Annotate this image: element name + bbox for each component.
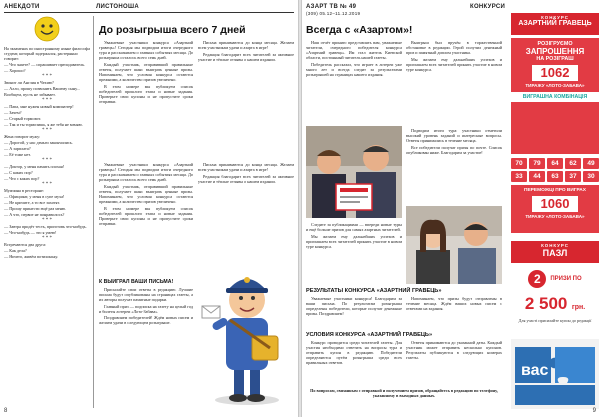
article-paragraph: В этом номере мы публикуем список победителей прошлого этапа и новые задания. Проверьте свои купоны и не пропустите сроки отправки. <box>99 83 193 104</box>
joke-line: — А зарплата? <box>4 146 31 151</box>
joke-line: Звонит ли Англия в Чехию? <box>4 80 54 85</box>
joke-separator: * * * <box>42 218 52 223</box>
article-paragraph: Главный приз — подписка на газету на целый год и билеты лотереи «Лото-Забава». <box>99 303 193 314</box>
winning-number: 62 <box>565 158 581 169</box>
puzzle-graphic <box>511 339 599 409</box>
redraw-label: РОЗІГРУЄМО <box>537 41 573 47</box>
article-paragraph: Наш отчёт принято представлять вам, уважаемые читатели, очередного победителя конкурса «Азартний гравець». Им стал житель Киевской области, постоянный читатель нашей газеты. <box>306 40 402 61</box>
article-paragraph: Присылайте свои ответы в редакцию. Лучшие письма будут опубликованы на страницах газеты, а их авторы получат памятные подарки. <box>99 287 193 303</box>
joke-line: — Что-нибудь — это я умею! <box>4 230 57 235</box>
conditions-title: УСЛОВИЯ КОНКУРСА «АЗАРТНИЙ ГРАВЕЦЬ» <box>306 332 433 338</box>
joke-line: — Ничего, живём потихоньку. <box>4 254 59 259</box>
joke-line: Встречаются два друга: <box>4 242 47 247</box>
winner-photo <box>306 126 402 218</box>
badge-kicker: КОНКУРС <box>541 243 569 248</box>
page-number-left: 8 <box>4 408 8 414</box>
puzzle-note: Для участі присилайте купон до редакції <box>518 318 592 323</box>
joke-separator: * * * <box>42 182 52 187</box>
joke-separator: * * * <box>42 158 52 163</box>
puzzle-prize-word: ПРИЗИ ПО <box>550 276 582 282</box>
article-column-5 <box>99 278 193 406</box>
badge-kicker: КОНКУРС <box>541 15 569 20</box>
lotto-label: ТИРАЖУ «ЛОТО-ЗАБАВА» <box>525 83 585 88</box>
article-column-4 <box>306 222 402 282</box>
draw-number: 1060 <box>532 196 578 212</box>
article-column-4 <box>198 162 294 242</box>
joke-line: — Официант, у меня в супе муха! <box>4 194 65 199</box>
couple-photo <box>406 206 502 284</box>
redraw-label-3: НА РОЗІГРАШ <box>536 56 574 62</box>
results-title: РЕЗУЛЬТАТЫ КОНКУРСА «АЗАРТНИЙ ГРАВЕЦЬ» <box>306 288 442 294</box>
winning-number: 37 <box>565 171 581 182</box>
winning-number: 64 <box>547 158 563 169</box>
joke-line: Мужчина в ресторане: <box>4 188 44 193</box>
winning-number: 33 <box>511 171 527 182</box>
joke-line: — Доктор, у меня память плохая! <box>4 164 65 169</box>
postman-illustration <box>200 248 294 408</box>
article-paragraph: Все победители получат призы по почте. Список опубликован ниже. Благодарим за участие! <box>406 144 502 155</box>
right-page <box>302 0 600 417</box>
article-paragraph: Уважаемые участники конкурса «Азартний гравець»! Сегодня мы подводим итоги очередного тура и рассказываем о главных событиях месяца. До розыгрыша осталось всего семь дней. <box>99 40 193 61</box>
article-paragraph: В этом номере мы публикуем список победителей прошлого этапа и новые задания. Проверьте свои купоны и не пропустите сроки отправки. <box>99 205 193 226</box>
joke-separator: * * * <box>42 236 52 241</box>
page-number-right: 9 <box>592 408 596 414</box>
conditions-text: Конкурс проводится среди читателей газеты. Для участия необходимо ответить на вопросы тура и отправить купон в редакцию. Победители определяются путём розыгрыша среди всех правильных ответов. <box>306 340 402 366</box>
joke-line: — Дорогой, у нас деньги закончились. <box>4 140 73 145</box>
joke-separator: * * * <box>42 128 52 133</box>
prize-number: 1062 <box>532 65 578 81</box>
article-column-1 <box>99 40 193 160</box>
joke-line: — Старый тормозит. <box>4 116 42 121</box>
contest-sidebar <box>507 13 600 413</box>
winning-numbers <box>511 158 599 182</box>
article-paragraph: Подводим итоги тура: участники отметили высокий уровень заданий и интересные вопросы. Ответы принимались в течение месяца. <box>406 128 502 144</box>
article-paragraph: Победитель рассказал, что играет в лотереи уже много лет и всегда следит за результатами розыгрышей на страницах нашего издания. <box>306 61 402 77</box>
article-paragraph: Каждый участник, отправивший правильные ответы, получает шанс выиграть ценные призы. Напоминаем, что условия конкурса остаются прежними, а количество призов увеличено. <box>99 183 193 205</box>
jokes-column <box>4 46 90 408</box>
joke-line: Вообщем, пусть не забывает. <box>4 92 56 97</box>
article-paragraph: Следите за публикациями — впереди новые туры и ещё больше призов для самых азартных читателей. <box>306 222 402 233</box>
puzzle-word: вас <box>521 362 549 379</box>
joke-line: — Алло, прошу позвонить Вашему сыну... <box>4 86 80 91</box>
article-column-2 <box>406 40 502 126</box>
joke-line: Жена говорит мужу: <box>4 134 41 139</box>
article-headline: Всегда с «Азартом»! <box>306 24 413 36</box>
joke-line: — Что знаете? — спрашивает преподаватель. <box>4 62 86 67</box>
joke-line: — Завтра придёт тесть, приготовь что-нибудь. <box>4 224 87 229</box>
conditions-section <box>306 330 502 386</box>
article-paragraph: Выигрыш был вручён в торжественной обстановке в редакции. Герой получил денежный приз и памятный диплом участника. <box>406 40 502 56</box>
article-column-1 <box>306 40 402 126</box>
article-paragraph: Мы желаем ему дальнейших успехов и приглашаем всех читателей принять участие в новом туре конкурса. <box>306 233 402 249</box>
header-rule <box>4 12 294 13</box>
joke-line: — Хорошо? <box>4 68 26 73</box>
left-page <box>0 0 298 417</box>
footer-note: По вопросам, связанным с отправкой и получением призов, обращайтесь в редакцию по телефону, указанному в выходных данных. <box>310 388 498 399</box>
winning-number: 49 <box>583 158 599 169</box>
joke-line: — Как дела? <box>4 248 27 253</box>
article-headline: До розыгрыша всего 7 дней <box>99 24 246 36</box>
badge-title: АЗАРТНИЙ ГРАВЕЦЬ <box>518 20 592 27</box>
winning-number: 63 <box>547 171 563 182</box>
joke-separator: * * * <box>42 98 52 103</box>
contest-badge-puzzle <box>511 241 599 263</box>
joke-line: — С каких пор? <box>4 170 33 175</box>
section-label-jokes: АНЕКДОТИ <box>4 4 40 10</box>
draw-label: ТИРАЖУ «ЛОТО-ЗАБАВА» <box>525 214 585 219</box>
article-paragraph: Редакция благодарит всех читателей за активное участие и тёплые отзывы о нашем издании. <box>198 173 294 184</box>
winner-label: ПЕРЕМОЖЦІ ПРО ВИГРАХ <box>524 188 586 193</box>
combo-label: ВИГРАШНА КОМБІНАЦІЯ <box>511 92 599 102</box>
article-paragraph: Мы желаем ему дальнейших успехов и приглашаем всех читателей принять участие в новом туре конкурса. <box>406 56 502 72</box>
section-label-contests: КОНКУРСИ <box>470 4 506 10</box>
joke-line: — Её тоже нет. <box>4 152 31 157</box>
winning-number: 79 <box>529 158 545 169</box>
joke-line: — Так и ты тормозишь, я же тебя не меняю. <box>4 122 83 127</box>
article-column-3 <box>99 162 193 277</box>
puzzle-amount: 2 500 <box>524 294 568 313</box>
winning-number: 30 <box>583 171 599 182</box>
badge-title: ПАЗЛ <box>542 248 568 258</box>
results-text-2: Напоминаем, что призы будут отправлены в течение месяца. Ждём ваших новых писем с ответами на задания. <box>406 296 502 312</box>
article-column-3 <box>406 128 502 218</box>
joke-line: На экзаменах по иностранному языке философа студент, который задержался, растерянно говорит: <box>4 46 90 61</box>
column-divider <box>93 16 94 408</box>
conditions-text-2: Ответы принимаются до указанной даты. Каждый участник может отправить несколько купонов. Результаты публикуются в следующих номерах газеты. <box>406 340 502 361</box>
section-label-postman: ЛИСТОНОША <box>96 4 139 10</box>
contest-badge-gambler <box>511 13 599 35</box>
article-paragraph: Поздравляем победителей! Ждём новых писем и желаем удачи в следующем розыгрыше. <box>99 315 193 326</box>
redraw-label-2: ЗАПРОШЕННЯ <box>525 47 585 56</box>
article-paragraph: Письма принимаются до конца месяца. Желаем всем участникам удачи и азарта в игре! <box>198 162 294 173</box>
joke-line: — Папа, мне нужен новый компьютер! <box>4 104 74 109</box>
article-column-2 <box>198 40 294 160</box>
puzzle-currency: грн. <box>571 304 586 311</box>
puzzle-prize-count: 2 <box>528 270 546 288</box>
joke-line: — А что, первое не понравилось? <box>4 212 65 217</box>
joke-line: — Зачем? <box>4 110 22 115</box>
article-paragraph: Уважаемые участники конкурса «Азартний гравець»! Сегодня мы подводим итоги очередного тура и рассказываем о главных событиях месяца. До розыгрыша осталось всего семь дней. <box>99 162 193 183</box>
winners-block <box>511 185 599 233</box>
article-subhead: К ВЫИГРАЛ ВАШИ ПИСЬМА! <box>99 279 174 285</box>
issue-date: (309) 05.12–11.12.2019 <box>306 11 361 16</box>
smiley-icon <box>34 16 60 42</box>
joke-line: — Прошу принести ещё раз меню. <box>4 206 67 211</box>
article-paragraph: Редакция благодарит всех читателей за активное участие и тёплые отзывы о нашем издании. <box>198 51 294 62</box>
puzzle-prize-block <box>511 266 599 336</box>
article-paragraph: Письма принимаются до конца месяца. Желаем всем участникам удачи и азарта в игре! <box>198 40 294 51</box>
article-paragraph: Каждый участник, отправивший правильные ответы, получает шанс выиграть ценные призы. Напоминаем, что условия конкурса остаются прежними, а количество призов увеличено. <box>99 61 193 83</box>
issue-label: АЗАРТ ТВ № 49 <box>306 4 357 10</box>
winning-number: 70 <box>511 158 527 169</box>
redraw-block <box>511 38 599 154</box>
joke-separator: * * * <box>42 74 52 79</box>
results-text: Уважаемые участники конкурса! Благодарим за ваши письма. По результатам розыгрыша определены победители, которые получат денежные призы. Поздравляем! <box>306 296 402 317</box>
joke-line: — Не кричите, а то все захотят. <box>4 200 60 205</box>
winning-number: 44 <box>529 171 545 182</box>
joke-line: — Что с каких пор? <box>4 176 40 181</box>
